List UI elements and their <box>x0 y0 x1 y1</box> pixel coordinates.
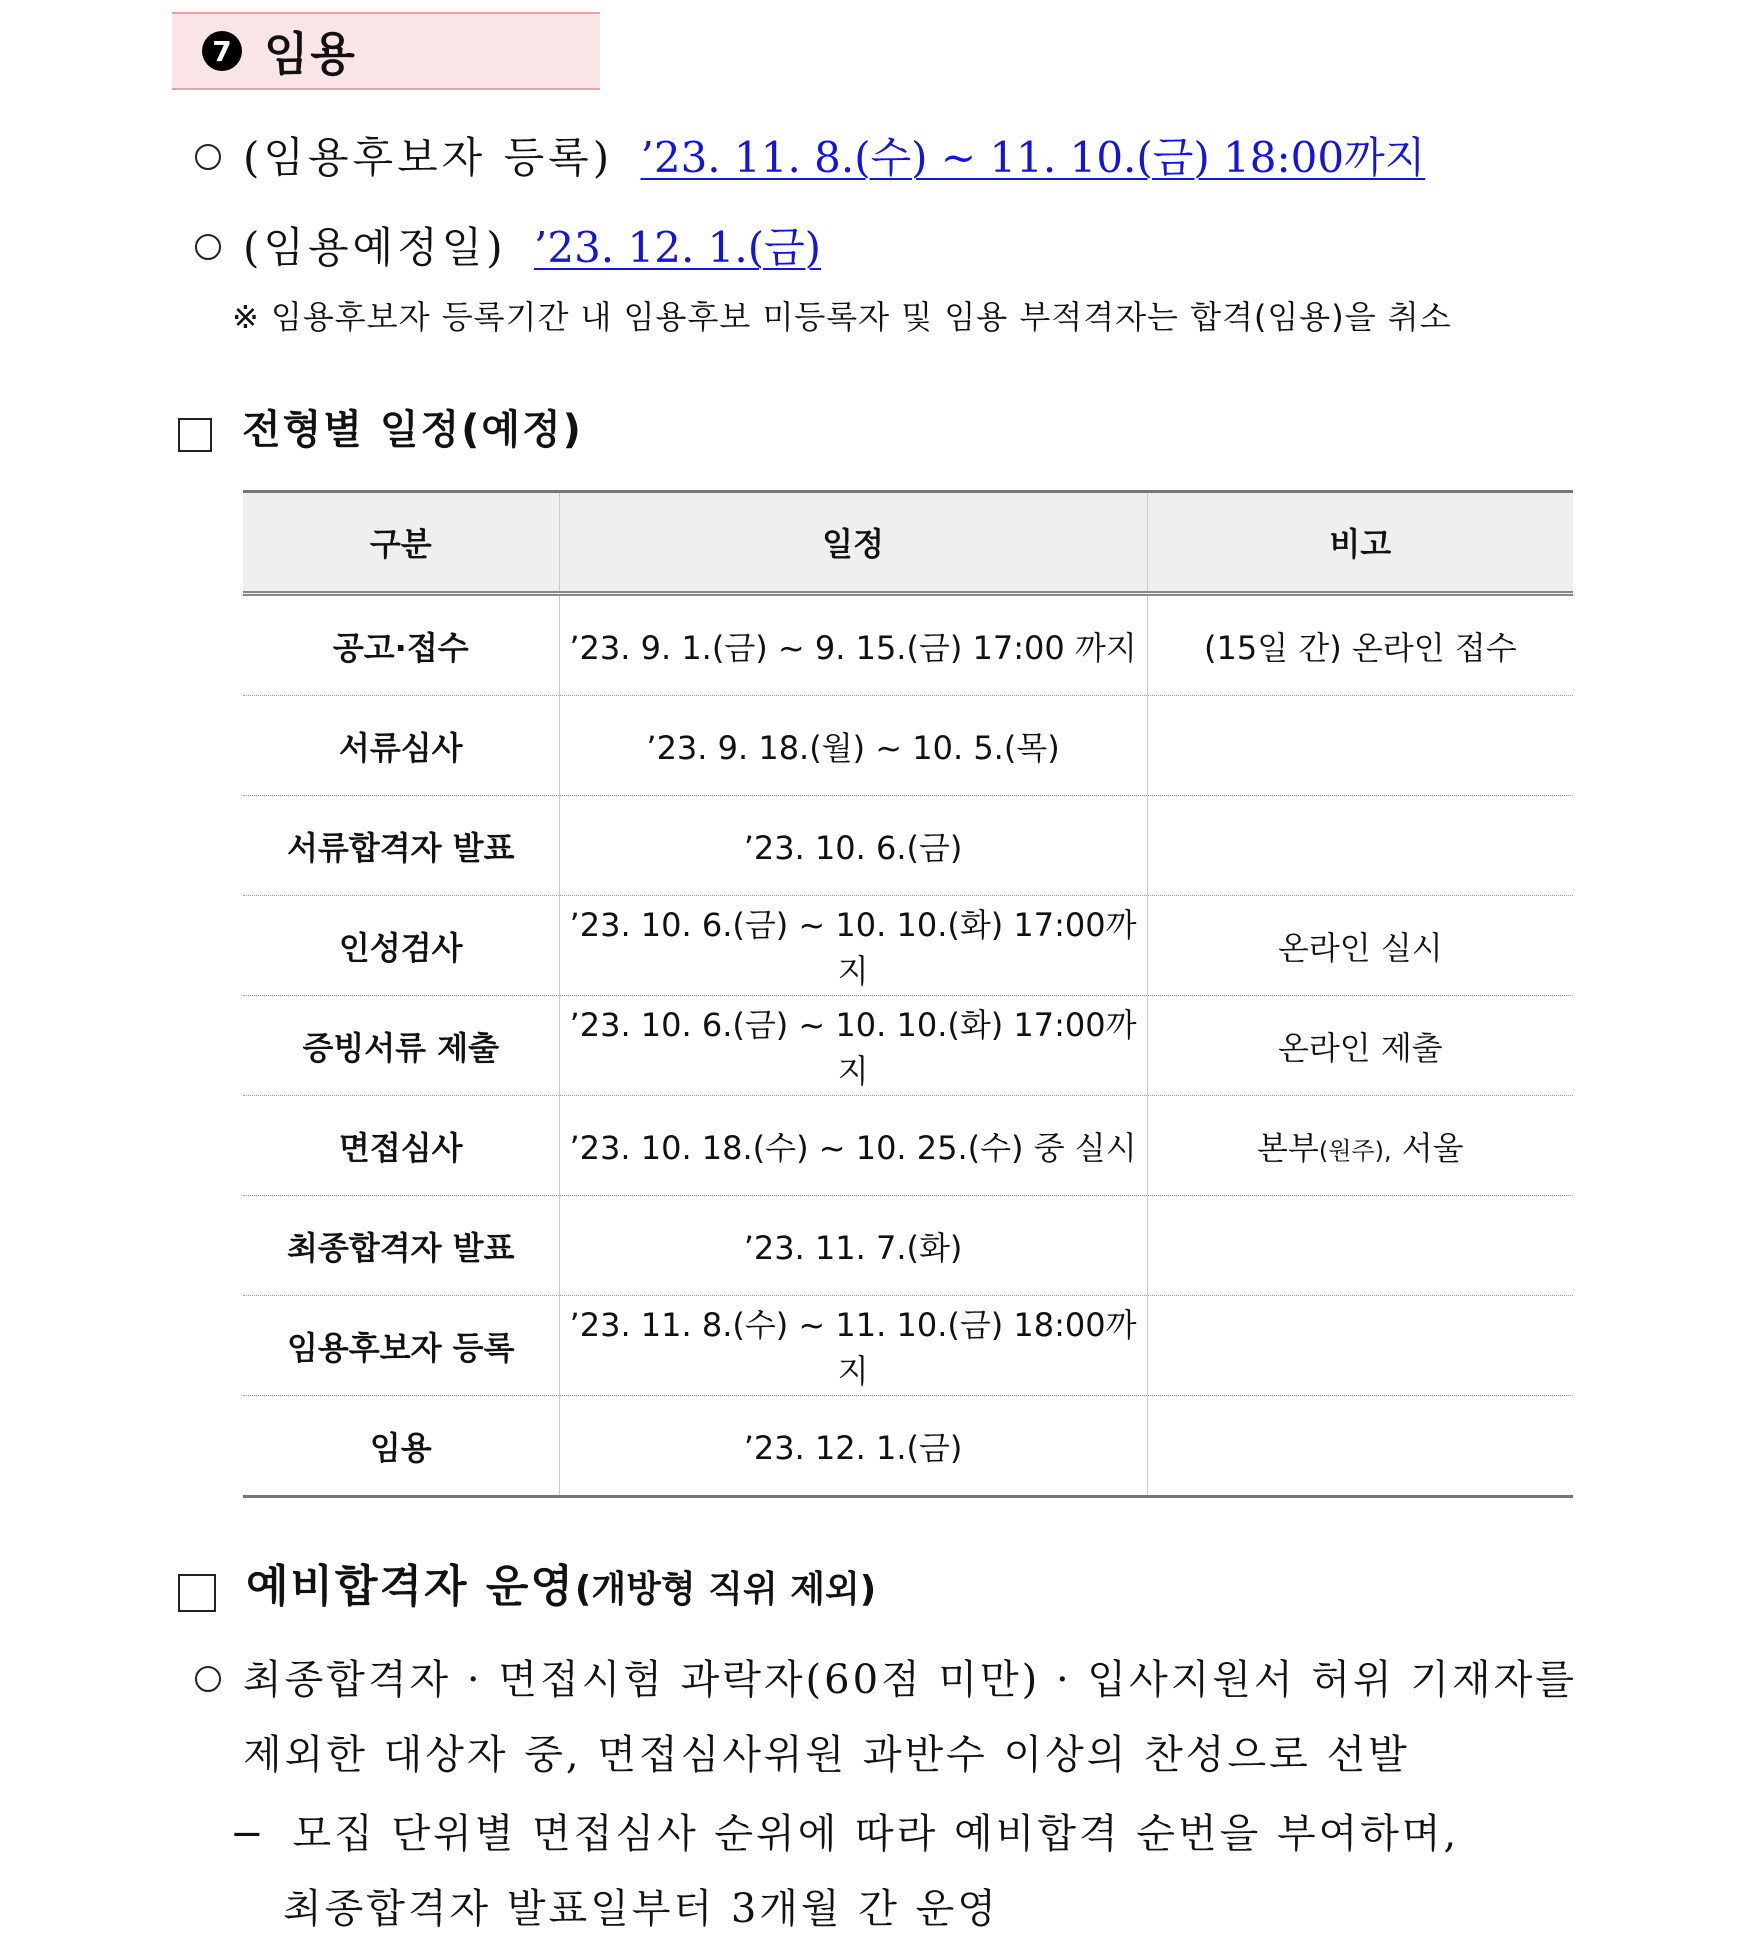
row-remarks <box>1147 1196 1573 1296</box>
row-remarks <box>1147 1096 1573 1196</box>
interview-location-small: (원주), <box>1318 1136 1392 1165</box>
appointment-note: ※ 임용후보자 등록기간 내 임용후보 미등록자 및 임용 부적격자는 합격(임용)을 취소 <box>232 298 1452 336</box>
row-schedule: ’23. 10. 6.(금) ~ 10. 10.(화) 17:00까지 <box>559 996 1147 1096</box>
row-category: 서류심사 <box>243 696 559 796</box>
row-schedule: ’23. 10. 6.(금) <box>559 796 1147 896</box>
reserve-para1-text: 최종합격자 · 면접시험 과락자(60점 미만) · 입사지원서 허위 기재자를 <box>243 1657 1577 1703</box>
row-category: 서류합격자 발표 <box>243 796 559 896</box>
reserve-heading-main: 예비합격자 운영 <box>246 1561 575 1612</box>
row-category: 인성검사 <box>243 896 559 996</box>
schedule-heading <box>178 398 583 456</box>
row-remarks: (15일 간) 온라인 접수 <box>1147 594 1573 696</box>
header-category: 구분 <box>243 492 559 594</box>
reserve-para1-line2: 제외한 대상자 중, 면접심사위원 과반수 이상의 찬성으로 선발 <box>243 1732 1410 1778</box>
row-category: 공고·접수 <box>243 594 559 696</box>
header-remarks: 비고 <box>1147 492 1573 594</box>
table-row <box>243 696 1573 796</box>
schedule-heading-text: 전형별 일정(예정) <box>242 407 583 453</box>
checkbox-square-icon <box>178 1574 216 1612</box>
table-header-row <box>243 492 1573 594</box>
table-row <box>243 1396 1573 1497</box>
appointment-date-value: ’23. 12. 1.(금) <box>534 223 822 272</box>
registration-label: (임용후보자 등록) <box>243 133 614 182</box>
table-row <box>243 1096 1573 1196</box>
row-category: 면접심사 <box>243 1096 559 1196</box>
table-row <box>243 896 1573 996</box>
registration-line <box>195 125 1425 185</box>
interview-location-rest: 서울 <box>1401 1128 1464 1167</box>
table-row <box>243 1296 1573 1396</box>
registration-period: ’23. 11. 8.(수) ~ 11. 10.(금) 18:00까지 <box>640 133 1426 182</box>
row-remarks <box>1147 1296 1573 1396</box>
reserve-para2-text: 모집 단위별 면접심사 순위에 따라 예비합격 순번을 부여하며, <box>292 1811 1460 1857</box>
row-category: 임용 <box>243 1396 559 1497</box>
table-row <box>243 796 1573 896</box>
table-row <box>243 996 1573 1096</box>
row-remarks <box>1147 796 1573 896</box>
schedule-table <box>243 490 1573 1498</box>
row-category: 임용후보자 등록 <box>243 1296 559 1396</box>
circle-bullet-icon <box>195 234 221 260</box>
row-category: 최종합격자 발표 <box>243 1196 559 1296</box>
row-schedule: ’23. 9. 18.(월) ~ 10. 5.(목) <box>559 696 1147 796</box>
header-schedule: 일정 <box>559 492 1147 594</box>
row-schedule: ’23. 12. 1.(금) <box>559 1396 1147 1497</box>
table-row <box>243 594 1573 696</box>
appointment-date-line <box>195 215 821 275</box>
appointment-date-label: (임용예정일) <box>243 223 507 272</box>
interview-location-main: 본부 <box>1257 1128 1319 1167</box>
reserve-para2-line2: 최종합격자 발표일부터 3개월 간 운영 <box>283 1886 999 1932</box>
row-category: 증빙서류 제출 <box>243 996 559 1096</box>
circle-bullet-icon <box>195 144 221 170</box>
row-remarks: 온라인 실시 <box>1147 896 1573 996</box>
reserve-para1-line1 <box>195 1648 1577 1705</box>
row-schedule: ’23. 10. 6.(금) ~ 10. 10.(화) 17:00까지 <box>559 896 1147 996</box>
circle-bullet-icon <box>195 1666 221 1692</box>
row-schedule: ’23. 11. 7.(화) <box>559 1196 1147 1296</box>
section-header-appointment <box>172 12 600 90</box>
table-row <box>243 1196 1573 1296</box>
reserve-para2-line1 <box>230 1802 1459 1859</box>
row-remarks <box>1147 696 1573 796</box>
checkbox-square-icon <box>178 418 212 452</box>
row-schedule: ’23. 9. 1.(금) ~ 9. 15.(금) 17:00 까지 <box>559 594 1147 696</box>
reserve-heading <box>178 1550 876 1616</box>
reserve-heading-sub: (개방형 직위 제외) <box>574 1569 877 1610</box>
row-schedule: ’23. 11. 8.(수) ~ 11. 10.(금) 18:00까지 <box>559 1296 1147 1396</box>
row-remarks <box>1147 1396 1573 1497</box>
row-remarks: 온라인 제출 <box>1147 996 1573 1096</box>
section-number-badge: 7 <box>202 31 242 71</box>
section-title: 임용 <box>264 27 357 81</box>
dash-bullet: − <box>230 1811 267 1857</box>
row-schedule: ’23. 10. 18.(수) ~ 10. 25.(수) 중 실시 <box>559 1096 1147 1196</box>
